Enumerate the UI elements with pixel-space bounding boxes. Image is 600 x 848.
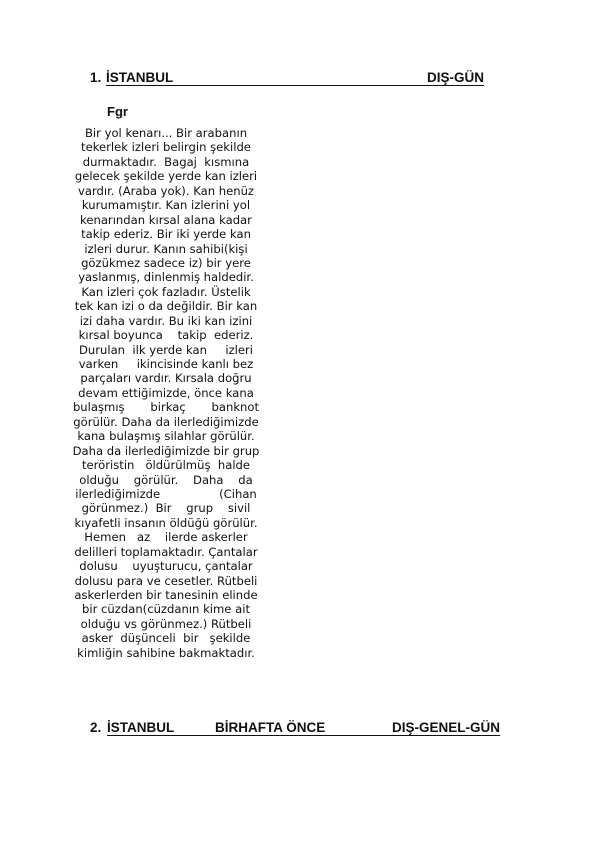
action-line: delilleri toplamaktadır. Çantalar [74,544,258,559]
action-line: olduğu vs görünmez.) Rütbeli [80,616,252,631]
action-line: kimliğin sahibine bakmaktadır. [77,645,255,660]
action-line: kırsal boyunca takip ederiz. [78,328,254,343]
action-line: dolusu para ve cesetler. Rütbeli [74,573,258,588]
scene-action-text [66,126,266,660]
action-line: bulaşmış birkaç banknot [72,400,260,415]
scene-subheading: Fgr [107,104,128,119]
scene-number: 2. [90,720,102,735]
heading-underline [107,735,500,736]
action-line: Bir yol kenarı... Bir arabanın [84,126,248,140]
action-line: vardır. (Araba yok). Kan henüz [77,183,255,198]
action-line: Daha da ilerlediğimizde bir grup [72,443,260,458]
action-line: izi daha vardır. Bu iki kan izini [79,313,253,328]
scene-heading-2 [90,720,500,738]
action-line: takip ederiz. Bir iki yerde kan [81,227,251,242]
action-line: ilerlediğimizde (Cihan [75,486,257,501]
action-line: durmaktadır. Bagaj kısmına [82,154,250,169]
action-line: parçaları vardır. Kırsala doğru [80,371,252,386]
scene-location: İSTANBUL [107,720,175,735]
action-line: asker düşünceli bir şekilde [81,631,251,646]
action-line: askerlerden bir tanesinin elinde [74,588,258,602]
action-line: tek kan izi o da değildir. Bir kan [74,299,258,314]
action-line: Durulan ilk yerde kan izleri [78,342,254,357]
action-line: Hemen az ilerde askerler [84,530,248,545]
action-line: varken ikincisinde kanlı bez [78,357,254,371]
action-line: görülür. Daha da ilerlediğimizde [73,414,259,429]
action-line: görünmez.) Bir grup sivil [81,501,251,516]
scene-time-label: BİRHAFTA ÖNCE [215,720,326,735]
action-line: kenarından kırsal alana kadar [80,212,252,227]
action-line: yaslanmış, dinlenmiş haldedir. [78,270,254,285]
action-line: devam ettiğimizde, önce kana [78,385,254,400]
action-line: izleri durur. Kanın sahibi(kişi [84,241,248,256]
action-line: olduğu görülür. Daha da [79,472,253,487]
action-line: teröristin öldürülmüş halde [81,458,251,473]
scene-time-tag: DIŞ-GÜN [427,70,484,85]
action-line: Kan izleri çok fazladır. Üstelik [81,284,251,299]
scene-heading-1 [90,70,484,88]
scene-time-tag: DIŞ-GENEL-GÜN [392,720,500,735]
action-line: gözükmez sadece iz) bir yere [81,255,251,270]
heading-underline [106,85,484,86]
action-line: dolusu uyuşturucu, çantalar [79,559,253,574]
action-line: bir cüzdan(cüzdanın kime ait [82,602,250,617]
scene-number: 1. [90,70,102,85]
action-line: kurumamıştır. Kan izlerini yol [81,198,251,213]
action-line: gelecek şekilde yerde kan izleri [74,169,258,184]
action-line: tekerlek izleri belirgin şekilde [81,140,251,155]
action-line: kıyafetli insanın öldüğü görülür. [74,515,258,530]
action-line: kana bulaşmış silahlar görülür. [77,429,255,444]
scene-location: İSTANBUL [106,70,174,85]
